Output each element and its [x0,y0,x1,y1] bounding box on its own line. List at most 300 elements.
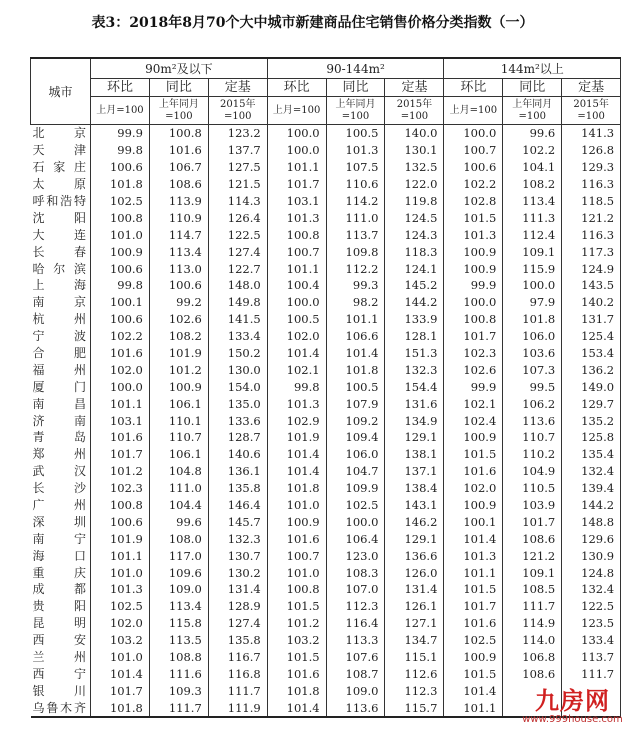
value-cell: 113.4 [149,243,208,260]
table-row [31,361,621,378]
value-cell: 100.0 [503,277,562,294]
value-cell: 113.0 [149,260,208,277]
table-row [31,429,621,446]
value-cell: 144.2 [385,294,444,311]
value-cell: 101.6 [267,530,326,547]
value-cell: 135.0 [208,395,267,412]
city-cell: 长沙 [31,480,91,497]
value-cell: 132.5 [385,159,444,176]
value-cell: 124.3 [385,226,444,243]
value-cell: 116.3 [562,226,621,243]
value-cell: 101.3 [326,142,385,159]
table-row [31,209,621,226]
table-row [31,547,621,564]
value-cell: 100.8 [444,311,503,328]
value-cell: 106.8 [503,649,562,666]
value-cell: 101.6 [267,666,326,683]
value-cell: 104.7 [326,463,385,480]
value-cell: 138.1 [385,446,444,463]
value-cell: 108.6 [503,530,562,547]
value-cell: 98.2 [326,294,385,311]
value-cell: 101.9 [149,345,208,362]
value-cell: 101.4 [267,446,326,463]
value-cell: 101.0 [91,649,150,666]
city-cell: 南京 [31,294,91,311]
unit-header: 2015年=100 [385,97,444,125]
value-cell: 100.1 [444,513,503,530]
value-cell: 114.9 [503,615,562,632]
city-cell: 西安 [31,632,91,649]
value-cell: 100.9 [444,429,503,446]
table-row [31,581,621,598]
value-cell: 109.8 [326,243,385,260]
table-row [31,311,621,328]
value-cell: 134.7 [385,632,444,649]
value-cell: 101.7 [91,446,150,463]
unit-header: 上月=100 [267,97,326,125]
value-cell: 108.6 [503,666,562,683]
value-cell: 154.4 [385,378,444,395]
value-cell: 140.6 [208,446,267,463]
value-cell: 101.1 [444,699,503,717]
value-cell: 110.7 [503,429,562,446]
value-cell: 100.0 [267,142,326,159]
value-cell: 111.6 [149,666,208,683]
value-cell: 107.3 [503,361,562,378]
value-cell: 108.0 [149,530,208,547]
value-cell: 100.0 [91,378,150,395]
value-cell: 111.7 [208,682,267,699]
value-cell: 101.0 [267,497,326,514]
table-row [31,564,621,581]
value-cell: 101.6 [444,463,503,480]
value-cell: 129.6 [562,530,621,547]
table-row [31,294,621,311]
value-cell: 101.0 [267,564,326,581]
value-cell: 101.4 [444,530,503,547]
value-cell: 102.0 [91,615,150,632]
value-cell: 130.0 [208,361,267,378]
value-cell: 123.5 [562,615,621,632]
value-cell: 100.0 [444,294,503,311]
value-cell: 130.1 [385,142,444,159]
value-cell: 131.6 [385,395,444,412]
value-cell: 99.8 [91,142,150,159]
value-cell: 124.8 [562,564,621,581]
value-cell: 101.1 [444,564,503,581]
table-row [31,176,621,193]
table-row [31,159,621,176]
table-row [31,632,621,649]
value-cell: 100.8 [267,581,326,598]
value-cell: 103.1 [267,193,326,210]
value-cell: 110.7 [149,429,208,446]
value-cell: 102.6 [444,361,503,378]
value-cell: 141.5 [208,311,267,328]
metric-header: 环比 [267,79,326,97]
value-cell: 108.7 [326,666,385,683]
value-cell: 100.0 [444,125,503,142]
value-cell: 124.5 [385,209,444,226]
metric-header: 定基 [208,79,267,97]
value-cell: 101.8 [267,682,326,699]
table-row [31,243,621,260]
value-cell: 151.3 [385,345,444,362]
value-cell: 110.5 [503,480,562,497]
city-cell: 福州 [31,361,91,378]
value-cell: 101.4 [326,345,385,362]
city-cell: 贵阳 [31,598,91,615]
value-cell: 126.8 [562,142,621,159]
unit-header: 上年同月=100 [149,97,208,125]
value-cell: 118.5 [562,193,621,210]
value-cell: 121.2 [503,547,562,564]
value-cell: 101.1 [326,311,385,328]
value-cell: 104.8 [149,463,208,480]
value-cell: 100.4 [267,277,326,294]
value-cell: 127.5 [208,159,267,176]
value-cell: 101.9 [91,530,150,547]
value-cell: 113.6 [503,412,562,429]
value-cell: 138.4 [385,480,444,497]
unit-header: 上年同月=100 [503,97,562,125]
value-cell: 146.4 [208,497,267,514]
value-cell: 101.1 [267,260,326,277]
value-cell: 102.5 [91,193,150,210]
city-cell: 哈尔滨 [31,260,91,277]
value-cell: 121.2 [562,209,621,226]
metric-header: 定基 [385,79,444,97]
table-row [31,226,621,243]
value-cell: 100.9 [444,260,503,277]
value-cell: 148.8 [562,513,621,530]
value-cell: 131.4 [385,581,444,598]
value-cell: 104.1 [503,159,562,176]
value-cell: 122.5 [208,226,267,243]
value-cell: 143.5 [562,277,621,294]
value-cell: 111.3 [503,209,562,226]
city-cell: 重庆 [31,564,91,581]
value-cell: 133.4 [562,632,621,649]
value-cell: 99.6 [149,513,208,530]
value-cell: 100.0 [267,125,326,142]
value-cell: 101.3 [267,395,326,412]
value-cell: 106.1 [149,395,208,412]
value-cell: 101.1 [91,395,150,412]
value-cell: 101.2 [149,361,208,378]
value-cell: 101.7 [444,598,503,615]
table-row [31,615,621,632]
value-cell: 122.0 [385,176,444,193]
value-cell: 100.6 [444,159,503,176]
value-cell: 101.5 [444,581,503,598]
value-cell: 99.5 [503,378,562,395]
value-cell: 101.8 [503,311,562,328]
value-cell: 125.4 [562,328,621,345]
value-cell: 128.9 [208,598,267,615]
group-header: 144m²以上 [444,58,621,79]
value-cell: 113.5 [149,632,208,649]
value-cell: 131.4 [208,581,267,598]
value-cell: 108.6 [149,176,208,193]
table-row [31,530,621,547]
value-cell: 110.6 [326,176,385,193]
value-cell: 99.9 [444,378,503,395]
table-row [31,193,621,210]
unit-header: 2015年=100 [208,97,267,125]
value-cell: 106.0 [326,446,385,463]
city-cell: 武汉 [31,463,91,480]
value-cell: 107.0 [326,581,385,598]
value-cell: 100.7 [267,243,326,260]
value-cell: 113.6 [326,699,385,717]
value-cell: 132.3 [208,530,267,547]
metric-header: 同比 [326,79,385,97]
value-cell: 115.8 [149,615,208,632]
value-cell: 127.4 [208,243,267,260]
value-cell: 101.3 [444,547,503,564]
value-cell: 111.7 [503,598,562,615]
value-cell: 113.4 [149,598,208,615]
city-cell: 沈阳 [31,209,91,226]
value-cell: 102.1 [267,361,326,378]
value-cell: 107.9 [326,395,385,412]
value-cell: 113.9 [149,193,208,210]
value-cell: 143.1 [385,497,444,514]
value-cell: 153.4 [562,345,621,362]
value-cell: 112.3 [326,598,385,615]
city-cell: 青岛 [31,429,91,446]
value-cell: 102.2 [503,142,562,159]
value-cell: 115.1 [385,649,444,666]
value-cell: 101.5 [267,598,326,615]
value-cell: 124.9 [562,260,621,277]
value-cell: 148.0 [208,277,267,294]
value-cell: 126.4 [208,209,267,226]
value-cell: 108.2 [149,328,208,345]
value-cell: 100.6 [91,513,150,530]
value-cell: 102.4 [444,412,503,429]
table-row [31,277,621,294]
value-cell: 102.0 [444,480,503,497]
table-row [31,412,621,429]
table-row [31,142,621,159]
city-cell: 兰州 [31,649,91,666]
value-cell: 112.3 [385,682,444,699]
value-cell: 140.0 [385,125,444,142]
value-cell: 103.2 [91,632,150,649]
table-row [31,480,621,497]
city-cell: 上海 [31,277,91,294]
table-row [31,463,621,480]
value-cell: 100.9 [444,497,503,514]
value-cell: 118.3 [385,243,444,260]
table-row [31,497,621,514]
city-cell: 银川 [31,682,91,699]
value-cell: 102.3 [91,480,150,497]
value-cell: 132.4 [562,581,621,598]
value-cell: 101.4 [91,666,150,683]
value-cell: 106.4 [326,530,385,547]
value-cell: 99.6 [503,125,562,142]
value-cell: 101.2 [91,463,150,480]
value-cell: 101.6 [444,615,503,632]
value-cell: 109.0 [149,581,208,598]
city-cell: 西宁 [31,666,91,683]
unit-header: 上月=100 [444,97,503,125]
value-cell: 100.9 [444,243,503,260]
value-cell: 119.8 [385,193,444,210]
value-cell: 136.2 [562,361,621,378]
value-cell: 146.2 [385,513,444,530]
value-cell: 100.5 [326,378,385,395]
city-cell: 南宁 [31,530,91,547]
group-header: 90m²及以下 [91,58,268,79]
value-cell: 113.4 [503,193,562,210]
value-cell: 101.7 [91,682,150,699]
value-cell: 129.1 [385,530,444,547]
value-cell: 101.5 [444,209,503,226]
value-cell: 122.7 [208,260,267,277]
value-cell: 125.8 [562,429,621,446]
value-cell: 99.8 [267,378,326,395]
value-cell: 127.1 [385,615,444,632]
value-cell: 99.9 [444,277,503,294]
table-row [31,649,621,666]
value-cell: 124.1 [385,260,444,277]
value-cell: 100.9 [444,649,503,666]
value-cell: 102.3 [444,345,503,362]
value-cell: 100.0 [326,513,385,530]
value-cell: 101.0 [91,564,150,581]
watermark [520,688,625,725]
unit-header: 上月=100 [91,97,150,125]
value-cell: 154.0 [208,378,267,395]
value-cell: 121.5 [208,176,267,193]
value-cell: 103.9 [503,497,562,514]
value-cell: 101.1 [91,547,150,564]
unit-header: 2015年=100 [562,97,621,125]
table-row [31,378,621,395]
city-cell: 昆明 [31,615,91,632]
metric-header: 同比 [149,79,208,97]
value-cell: 137.1 [385,463,444,480]
value-cell: 108.5 [503,581,562,598]
value-cell: 128.7 [208,429,267,446]
value-cell: 108.8 [149,649,208,666]
city-cell: 呼和浩特 [31,193,91,210]
table-row [31,345,621,362]
value-cell: 109.6 [149,564,208,581]
city-cell: 大连 [31,226,91,243]
metric-header: 同比 [503,79,562,97]
value-cell: 126.1 [385,598,444,615]
value-cell: 132.4 [562,463,621,480]
value-cell: 134.9 [385,412,444,429]
city-cell: 厦门 [31,378,91,395]
value-cell: 126.0 [385,564,444,581]
value-cell: 133.4 [208,328,267,345]
value-cell: 100.8 [91,209,150,226]
table-title: 表3：2018年8月70个大中城市新建商品住宅销售价格分类指数（一） [91,15,534,31]
value-cell: 100.5 [326,125,385,142]
table-row [31,328,621,345]
city-cell: 海口 [31,547,91,564]
value-cell: 101.4 [267,699,326,717]
value-cell: 114.0 [503,632,562,649]
value-cell: 103.1 [91,412,150,429]
value-cell: 110.9 [149,209,208,226]
value-cell: 109.0 [326,682,385,699]
city-header: 城市 [31,58,91,125]
value-cell: 129.1 [385,429,444,446]
value-cell: 113.3 [326,632,385,649]
table-row [31,598,621,615]
value-cell: 100.0 [267,294,326,311]
value-cell: 101.6 [91,429,150,446]
metric-header: 定基 [562,79,621,97]
value-cell: 103.6 [503,345,562,362]
city-cell: 北京 [31,125,91,142]
value-cell: 145.2 [385,277,444,294]
value-cell: 107.5 [326,159,385,176]
table-row [31,446,621,463]
table-row [31,395,621,412]
table-row [31,125,621,142]
value-cell: 102.0 [267,328,326,345]
value-cell: 141.3 [562,125,621,142]
value-cell: 130.9 [562,547,621,564]
value-cell: 101.4 [444,682,503,699]
value-cell: 135.2 [562,412,621,429]
value-cell: 108.2 [503,176,562,193]
value-cell: 99.9 [91,125,150,142]
value-cell: 101.8 [267,480,326,497]
value-cell: 127.4 [208,615,267,632]
value-cell: 101.3 [267,209,326,226]
value-cell: 123.0 [326,547,385,564]
value-cell: 100.9 [149,378,208,395]
value-cell: 101.8 [326,361,385,378]
value-cell: 112.6 [385,666,444,683]
value-cell: 101.3 [444,226,503,243]
value-cell: 131.7 [562,311,621,328]
city-cell: 广州 [31,497,91,514]
value-cell: 106.0 [503,328,562,345]
value-cell: 132.3 [385,361,444,378]
value-cell: 109.4 [326,429,385,446]
value-cell: 101.7 [503,513,562,530]
value-cell: 101.0 [91,226,150,243]
value-cell: 102.5 [91,598,150,615]
value-cell: 109.2 [326,412,385,429]
value-cell: 136.1 [208,463,267,480]
value-cell: 101.7 [267,176,326,193]
value-cell: 101.2 [267,615,326,632]
value-cell: 101.5 [267,649,326,666]
value-cell: 135.4 [562,446,621,463]
value-cell: 109.9 [326,480,385,497]
value-cell: 129.7 [562,395,621,412]
value-cell: 117.3 [562,243,621,260]
value-cell: 101.6 [149,142,208,159]
value-cell: 122.5 [562,598,621,615]
value-cell: 100.6 [91,260,150,277]
value-cell: 129.3 [562,159,621,176]
value-cell: 102.1 [444,395,503,412]
price-index-table [30,57,621,718]
value-cell: 109.3 [149,682,208,699]
